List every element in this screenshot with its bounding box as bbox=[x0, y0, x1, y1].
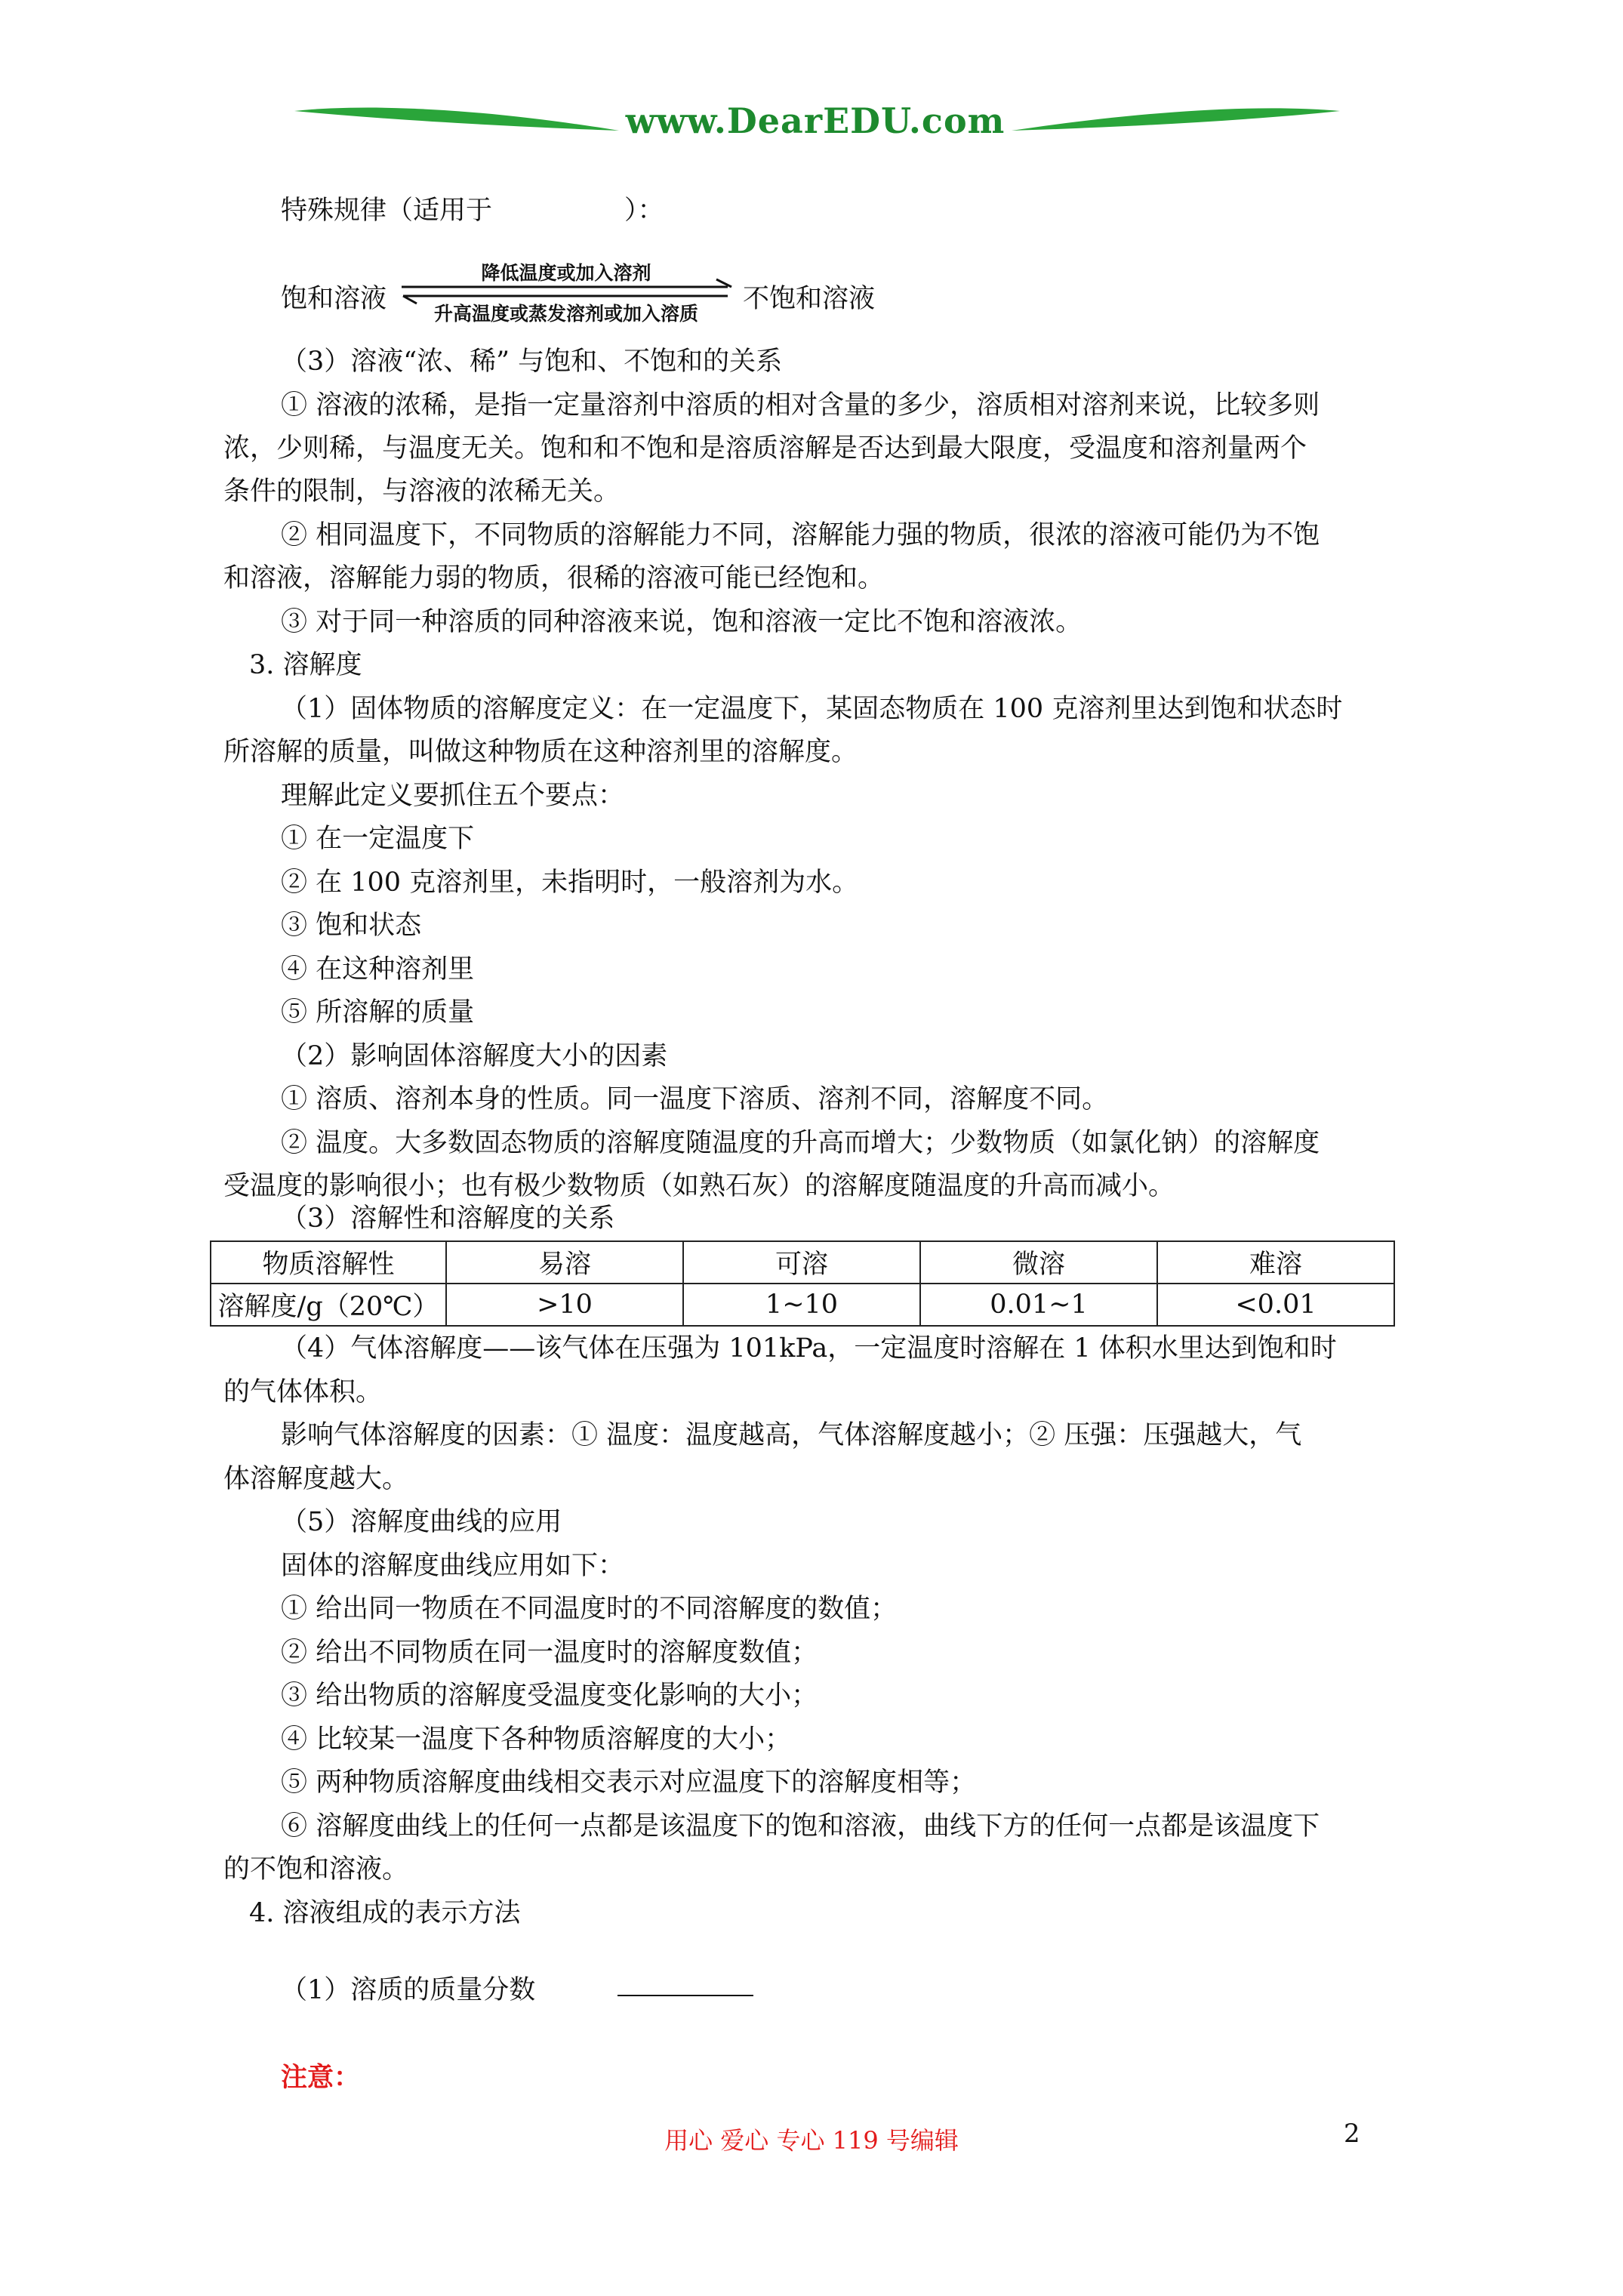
diagram-right-label: 不饱和溶液 bbox=[743, 284, 876, 314]
table-cell: 1~10 bbox=[683, 1284, 920, 1326]
section-heading-4: 4. 溶液组成的表示方法 bbox=[249, 1898, 521, 1928]
curve-use-5: ⑤ 两种物质溶解度曲线相交表示对应温度下的溶解度相等； bbox=[281, 1767, 977, 1798]
para-1c: 条件的限制，与溶液的浓稀无关。 bbox=[223, 476, 621, 507]
table-row bbox=[211, 1241, 1394, 1284]
table-cell: 可溶 bbox=[683, 1241, 920, 1284]
diagram-top-condition: 降低温度或加入溶剂 bbox=[481, 262, 651, 284]
definition-a: （1）固体物质的溶解度定义：在一定温度下，某固态物质在 100 克溶剂里达到饱和状态时 bbox=[281, 694, 1343, 724]
section-2-title: （2）影响固体溶解度大小的因素 bbox=[281, 1041, 668, 1071]
table-cell: 0.01~1 bbox=[920, 1284, 1157, 1326]
table-row bbox=[211, 1284, 1394, 1326]
mass-fraction-line: （1）溶质的质量分数 bbox=[281, 1975, 536, 2005]
diagram-left-label: 饱和溶液 bbox=[281, 284, 387, 314]
factor-1: ① 溶质、溶剂本身的性质。同一温度下溶质、溶剂不同，溶解度不同。 bbox=[281, 1084, 1109, 1114]
solubility-table bbox=[210, 1240, 1395, 1327]
gas-factors-a: 影响气体溶解度的因素：① 温度：温度越高，气体溶解度越小；② 压强：压强越大，气 bbox=[281, 1420, 1302, 1450]
key-point-3: ③ 饱和状态 bbox=[281, 911, 422, 941]
key-point-2: ② 在 100 克溶剂里，未指明时，一般溶剂为水。 bbox=[281, 868, 859, 898]
section-3b-title: （3）溶解性和溶解度的关系 bbox=[281, 1203, 615, 1234]
definition-b: 所溶解的质量，叫做这种物质在这种溶剂里的溶解度。 bbox=[223, 737, 858, 767]
footer-text: 用心 爱心 专心 119 号编辑 bbox=[664, 2126, 959, 2155]
factor-2a: ② 温度。大多数固态物质的溶解度随温度的升高而增大；少数物质（如氯化钠）的溶解度 bbox=[281, 1128, 1320, 1158]
curve-use-3: ③ 给出物质的溶解度受温度变化影响的大小； bbox=[281, 1681, 818, 1711]
para-3: ③ 对于同一种溶质的同种溶液来说，饱和溶液一定比不饱和溶液浓。 bbox=[281, 607, 1083, 637]
table-cell: 难溶 bbox=[1157, 1241, 1394, 1284]
gas-factors-b: 体溶解度越大。 bbox=[223, 1464, 409, 1494]
key-point-5: ⑤ 所溶解的质量 bbox=[281, 997, 475, 1028]
gas-solubility-a: （4）气体溶解度——该气体在压强为 101kPa，一定温度时溶解在 1 体积水里达到饱和时 bbox=[281, 1333, 1337, 1364]
curve-use-6b: 的不饱和溶液。 bbox=[223, 1854, 409, 1885]
header-banner bbox=[287, 94, 1344, 155]
special-rule-line: 特殊规律（适用于 ）： bbox=[281, 196, 664, 226]
section-5-title: （5）溶解度曲线的应用 bbox=[281, 1507, 562, 1537]
curve-use-2: ② 给出不同物质在同一温度时的溶解度数值； bbox=[281, 1638, 818, 1668]
table-cell: 物质溶解性 bbox=[211, 1241, 446, 1284]
section-heading-3: 3. 溶解度 bbox=[249, 650, 362, 680]
page-number: 2 bbox=[1344, 2119, 1360, 2149]
table-cell: >10 bbox=[446, 1284, 683, 1326]
table-cell: <0.01 bbox=[1157, 1284, 1394, 1326]
reversible-arrows bbox=[400, 257, 1019, 332]
understand-line: 理解此定义要抓住五个要点： bbox=[281, 781, 625, 811]
table-cell: 易溶 bbox=[446, 1241, 683, 1284]
para-2b: 和溶液，溶解能力弱的物质，很稀的溶液可能已经饱和。 bbox=[223, 563, 885, 593]
table-cell: 微溶 bbox=[920, 1241, 1157, 1284]
curve-use-6a: ⑥ 溶解度曲线上的任何一点都是该温度下的饱和溶液，曲线下方的任何一点都是该温度下 bbox=[281, 1811, 1320, 1841]
gas-solubility-b: 的气体体积。 bbox=[223, 1377, 383, 1407]
site-name[interactable]: www.DearEDU.com bbox=[625, 100, 1006, 141]
factor-2b: 受温度的影响很小；也有极少数物质（如熟石灰）的溶解度随温度的升高而减小。 bbox=[223, 1171, 1175, 1201]
section-3-title: （3）溶液“浓、稀” 与饱和、不饱和的关系 bbox=[281, 347, 783, 377]
key-point-1: ① 在一定温度下 bbox=[281, 824, 475, 854]
para-1a: ① 溶液的浓稀，是指一定量溶剂中溶质的相对含量的多少，溶质相对溶剂来说，比较多则 bbox=[281, 390, 1320, 421]
curve-intro: 固体的溶解度曲线应用如下： bbox=[281, 1551, 625, 1581]
formula-fraction-bar bbox=[617, 1995, 753, 1996]
curve-use-1: ① 给出同一物质在不同温度时的不同溶解度的数值； bbox=[281, 1594, 898, 1624]
para-1b: 浓，少则稀，与温度无关。饱和和不饱和是溶质溶解是否达到最大限度，受温度和溶剂量两个 bbox=[223, 433, 1307, 464]
key-point-4: ④ 在这种溶剂里 bbox=[281, 954, 475, 985]
note-label: 注意： bbox=[281, 2062, 361, 2093]
para-2a: ② 相同温度下，不同物质的溶解能力不同，溶解能力强的物质，很浓的溶液可能仍为不饱 bbox=[281, 520, 1320, 550]
curve-use-4: ④ 比较某一温度下各种物质溶解度的大小； bbox=[281, 1724, 792, 1755]
diagram-bottom-condition: 升高温度或蒸发溶剂或加入溶质 bbox=[433, 303, 698, 325]
table-cell: 溶解度/g（20℃） bbox=[211, 1284, 446, 1326]
conversion-diagram bbox=[281, 257, 960, 332]
